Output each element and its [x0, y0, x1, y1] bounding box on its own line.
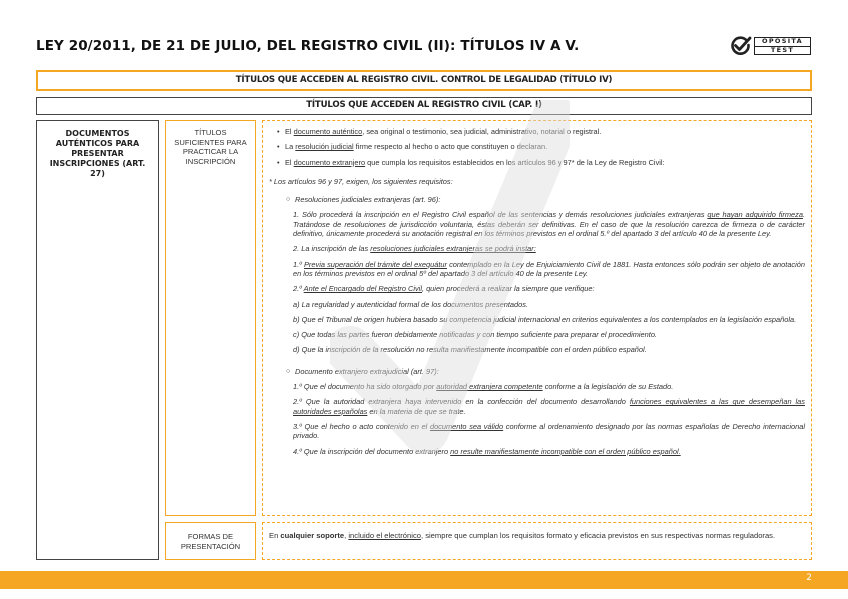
oposita-test-logo	[730, 36, 812, 56]
formas-text-underlined: incluido el electrónico	[348, 531, 421, 540]
resoluciones-b: b) Que el Tribunal de origen hubiera basado su competencia judicial internacional en criterios equivalentes a los contemplados en la legislación española.	[293, 314, 797, 324]
extrajudicial-title: ○ Documento extranjero extrajudicial (art. 97):	[269, 367, 805, 376]
resoluciones-title: ○ Resoluciones judiciales extranjeras (art. 96):	[269, 195, 805, 204]
requisitos-note: * Los artículos 96 y 97, exigen, los siguientes requisitos:	[269, 176, 453, 186]
chapter-banner: TÍTULOS QUE ACCEDEN AL REGISTRO CIVIL (CAP. I)	[36, 97, 812, 115]
resoluciones-p2: 2. La inscripción de las resoluciones judiciales extranjeras se podrá instar:	[293, 244, 536, 254]
formas-label-box	[165, 522, 256, 560]
formas-text-post: , siempre que cumplan los requisitos formato y eficacia previstos en sus respectivas normas reguladoras.	[420, 531, 776, 540]
resoluciones-a: a) La regularidad y autenticidad formal de los documentos presentados.	[293, 299, 528, 309]
extrajudicial-r2: 2.º Que la autoridad extranjera haya intervenido en la confección del documento desarrollando funciones equivalentes a las que desempeñan las autoridades españolas en la materia de que se trate.	[293, 397, 805, 416]
titulos-label: TÍTULOS SUFICIENTES PARA PRACTICAR LA INSCRIPCIÓN	[174, 128, 247, 166]
section-banner: TÍTULOS QUE ACCEDEN AL REGISTRO CIVIL. CONTROL DE LEGALIDAD (TÍTULO IV)	[36, 70, 812, 91]
formas-text-bold: cualquier soporte	[280, 531, 345, 540]
left-column-label: DOCUMENTOS AUTÉNTICOS PARA PRESENTAR INSCRIPCIONES (ART. 27)	[49, 129, 146, 178]
extrajudicial-r4: 4.º Que la inscripción del documento extranjero no resulte manifiestamente incompatible con el orden público español.	[293, 446, 681, 456]
bullet-documento-autentico: • El documento auténtico, sea original o testimonio, sea judicial, administrativo, notarial o registral.	[269, 127, 805, 136]
formas-label: FORMAS DE PRESENTACIÓN	[180, 532, 241, 551]
titulos-label-box	[165, 120, 256, 516]
resoluciones-p3: 1.º Previa superación del trámite del exequátur contemplado en la Ley de Enjuiciamiento Civil de 1881. Hasta entonces sólo podrán ser objeto de anotación en los términos previstos en el ordinal 5º del apartado 3 del artículo 40 de la presente Ley.	[293, 259, 805, 278]
logo-line-1: OPOSITA	[762, 37, 803, 45]
titulos-content-box	[262, 120, 812, 516]
extrajudicial-r3: 3.º Que el hecho o acto contenido en el documento sea válido conforme al ordenamiento designado por las normas españolas de Derecho internacional privado.	[293, 421, 805, 441]
resoluciones-d: d) Que la inscripción de la resolución no resulta manifiestamente incompatible con el orden público español.	[293, 345, 647, 355]
resoluciones-p1: 1. Sólo procederá la inscripción en el Registro Civil español de las sentencias y demás resoluciones judiciales extranjeras que hayan adquirido firmeza. Tratándose de resoluciones de jurisdicción voluntaria, éstas deberán ser definitivas. En el caso de que la resolución carezca de firmeza o de carácter definitivo, únicamente procederá su anotación registral en los términos previstos en el ordinal 5.º del apartado 3 del artículo 40 de la presente Ley.	[293, 210, 805, 239]
footer-bar	[0, 571, 848, 589]
logo-wordmark	[754, 37, 811, 55]
resoluciones-c: c) Que todas las partes fueron debidamente notificadas y con tiempo suficiente para preparar el procedimiento.	[293, 330, 657, 340]
checkmark-icon	[730, 36, 752, 56]
formas-text-mid: ,	[344, 531, 349, 540]
logo-line-2: TEST	[755, 46, 810, 55]
extrajudicial-r1: 1.º Que el documento ha sido otorgado por autoridad extranjera competente conforme a la legislación de su Estado.	[293, 382, 674, 392]
page-number: 2	[806, 573, 812, 583]
formas-text-pre: En	[269, 531, 281, 540]
resoluciones-p4: 2.º Ante el Encargado del Registro Civil, quien procederá a realizar la siempre que verifique:	[293, 284, 595, 294]
formas-content-box	[262, 522, 812, 560]
left-column-box	[36, 120, 159, 560]
bullet-resolucion-judicial: • La resolución judicial firme respecto al hecho o acto que constituyen o declaran.	[269, 142, 805, 151]
bullet-documento-extranjero: • El documento extranjero que cumpla los requisitos establecidos en los artículos 96 y 97* de la Ley de Registro Civil:	[269, 158, 805, 167]
page-title: LEY 20/2011, DE 21 DE JULIO, DEL REGISTRO CIVIL (II): TÍTULOS IV A V.	[36, 38, 580, 54]
